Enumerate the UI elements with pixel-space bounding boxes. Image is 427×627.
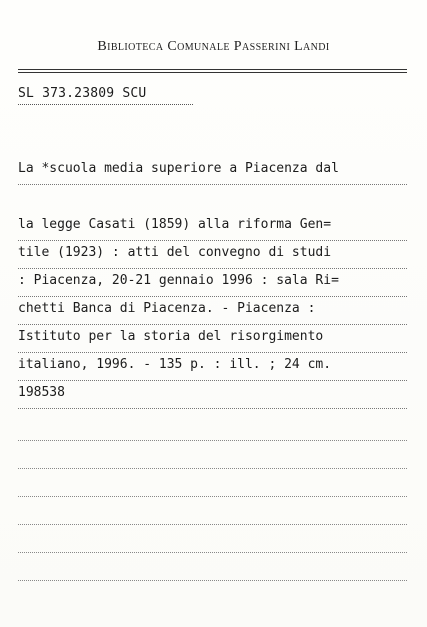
- header-rule-top: [18, 69, 407, 70]
- header-rule-bottom: [18, 72, 407, 73]
- body-line-2: tile (1923) : atti del convegno di studi: [18, 244, 407, 269]
- title-line: La *scuola media superiore a Piacenza dal: [18, 160, 407, 185]
- shelfmark-underline: [18, 104, 193, 105]
- shelfmark: SL 373.23809 SCU: [18, 86, 147, 101]
- blank-ruled-line: [18, 440, 407, 441]
- blank-ruled-line: [18, 468, 407, 469]
- library-header: Biblioteca Comunale Passerini Landi: [97, 39, 330, 54]
- body-line-5: Istituto per la storia del risorgimento: [18, 328, 407, 353]
- blank-ruled-line: [18, 524, 407, 525]
- blank-ruled-line: [18, 496, 407, 497]
- body-line-4: chetti Banca di Piacenza. - Piacenza :: [18, 300, 407, 325]
- body-line-3: : Piacenza, 20-21 gennaio 1996 : sala Ri=: [18, 272, 407, 297]
- body-line-1: la legge Casati (1859) alla riforma Gen=: [18, 216, 407, 241]
- body-line-7: 198538: [18, 384, 407, 409]
- blank-ruled-line: [18, 552, 407, 553]
- blank-ruled-line: [18, 580, 407, 581]
- body-line-6: italiano, 1996. - 135 p. : ill. ; 24 cm.: [18, 356, 407, 381]
